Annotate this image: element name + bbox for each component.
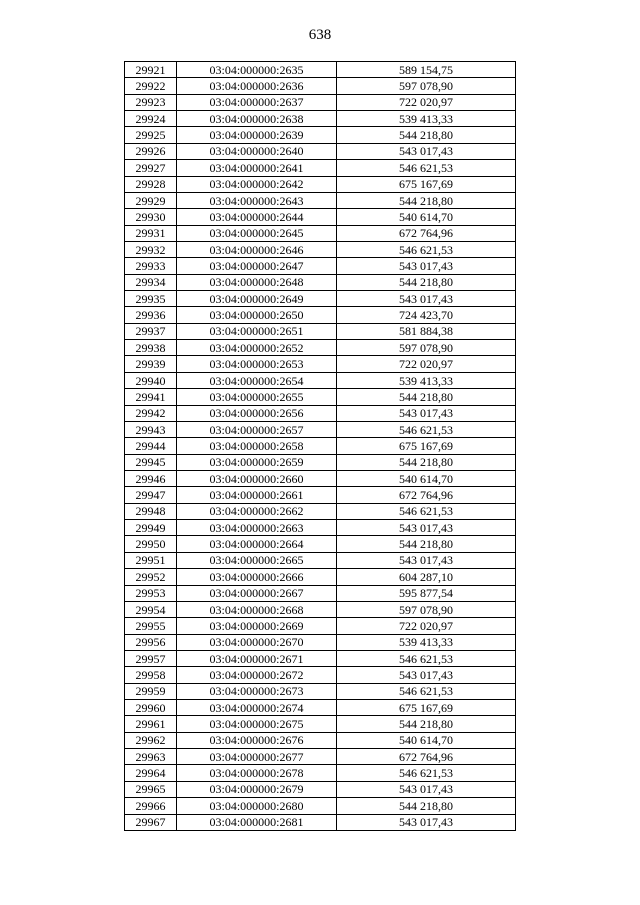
cadastral-number-cell: 03:04:000000:2660 <box>177 470 337 486</box>
table-row <box>125 78 516 94</box>
table-row <box>125 127 516 143</box>
cadastral-number-cell: 03:04:000000:2654 <box>177 372 337 388</box>
cadastral-number-cell: 03:04:000000:2664 <box>177 536 337 552</box>
table-row <box>125 716 516 732</box>
cadastral-number-cell: 03:04:000000:2673 <box>177 683 337 699</box>
table-row <box>125 421 516 437</box>
row-number-cell: 29950 <box>125 536 177 552</box>
table-row <box>125 340 516 356</box>
row-number-cell: 29954 <box>125 601 177 617</box>
value-cell: 540 614,70 <box>337 470 516 486</box>
row-number-cell: 29962 <box>125 732 177 748</box>
table-row <box>125 650 516 666</box>
cadastral-number-cell: 03:04:000000:2642 <box>177 176 337 192</box>
table-row <box>125 291 516 307</box>
cadastral-number-cell: 03:04:000000:2636 <box>177 78 337 94</box>
table-row <box>125 814 516 830</box>
value-cell: 546 621,53 <box>337 650 516 666</box>
cadastral-number-cell: 03:04:000000:2665 <box>177 552 337 568</box>
row-number-cell: 29959 <box>125 683 177 699</box>
cadastral-number-cell: 03:04:000000:2672 <box>177 667 337 683</box>
row-number-cell: 29932 <box>125 241 177 257</box>
value-cell: 675 167,69 <box>337 438 516 454</box>
cadastral-number-cell: 03:04:000000:2658 <box>177 438 337 454</box>
cadastral-number-cell: 03:04:000000:2662 <box>177 503 337 519</box>
row-number-cell: 29946 <box>125 470 177 486</box>
row-number-cell: 29958 <box>125 667 177 683</box>
value-cell: 546 621,53 <box>337 160 516 176</box>
value-cell: 544 218,80 <box>337 274 516 290</box>
cadastral-number-cell: 03:04:000000:2651 <box>177 323 337 339</box>
cadastral-number-cell: 03:04:000000:2639 <box>177 127 337 143</box>
row-number-cell: 29953 <box>125 585 177 601</box>
table-row <box>125 62 516 78</box>
cadastral-number-cell: 03:04:000000:2640 <box>177 143 337 159</box>
cadastral-number-cell: 03:04:000000:2668 <box>177 601 337 617</box>
row-number-cell: 29956 <box>125 634 177 650</box>
row-number-cell: 29935 <box>125 291 177 307</box>
row-number-cell: 29947 <box>125 487 177 503</box>
table-row <box>125 520 516 536</box>
row-number-cell: 29925 <box>125 127 177 143</box>
value-cell: 597 078,90 <box>337 601 516 617</box>
value-cell: 672 764,96 <box>337 749 516 765</box>
row-number-cell: 29923 <box>125 94 177 110</box>
cadastral-number-cell: 03:04:000000:2649 <box>177 291 337 307</box>
row-number-cell: 29940 <box>125 372 177 388</box>
table-row <box>125 111 516 127</box>
row-number-cell: 29966 <box>125 798 177 814</box>
table-row <box>125 487 516 503</box>
table-row <box>125 356 516 372</box>
cadastral-number-cell: 03:04:000000:2663 <box>177 520 337 536</box>
row-number-cell: 29936 <box>125 307 177 323</box>
table-row <box>125 274 516 290</box>
row-number-cell: 29934 <box>125 274 177 290</box>
value-cell: 595 877,54 <box>337 585 516 601</box>
row-number-cell: 29930 <box>125 209 177 225</box>
value-cell: 543 017,43 <box>337 520 516 536</box>
table-row <box>125 307 516 323</box>
cadastral-number-cell: 03:04:000000:2647 <box>177 258 337 274</box>
table-row <box>125 749 516 765</box>
value-cell: 544 218,80 <box>337 389 516 405</box>
table-row <box>125 634 516 650</box>
value-cell: 546 621,53 <box>337 241 516 257</box>
registry-table-body <box>125 62 516 831</box>
value-cell: 539 413,33 <box>337 634 516 650</box>
value-cell: 604 287,10 <box>337 569 516 585</box>
cadastral-number-cell: 03:04:000000:2659 <box>177 454 337 470</box>
table-row <box>125 683 516 699</box>
row-number-cell: 29941 <box>125 389 177 405</box>
table-row <box>125 470 516 486</box>
cadastral-number-cell: 03:04:000000:2650 <box>177 307 337 323</box>
table-row <box>125 94 516 110</box>
cadastral-number-cell: 03:04:000000:2653 <box>177 356 337 372</box>
row-number-cell: 29957 <box>125 650 177 666</box>
table-row <box>125 176 516 192</box>
cadastral-number-cell: 03:04:000000:2643 <box>177 192 337 208</box>
registry-table <box>124 61 516 831</box>
cadastral-number-cell: 03:04:000000:2655 <box>177 389 337 405</box>
value-cell: 543 017,43 <box>337 552 516 568</box>
table-row <box>125 454 516 470</box>
table-row <box>125 372 516 388</box>
table-row <box>125 781 516 797</box>
table-row <box>125 389 516 405</box>
cadastral-number-cell: 03:04:000000:2677 <box>177 749 337 765</box>
cadastral-number-cell: 03:04:000000:2645 <box>177 225 337 241</box>
table-row <box>125 798 516 814</box>
row-number-cell: 29924 <box>125 111 177 127</box>
cadastral-number-cell: 03:04:000000:2670 <box>177 634 337 650</box>
value-cell: 540 614,70 <box>337 209 516 225</box>
table-row <box>125 536 516 552</box>
value-cell: 544 218,80 <box>337 798 516 814</box>
row-number-cell: 29926 <box>125 143 177 159</box>
cadastral-number-cell: 03:04:000000:2648 <box>177 274 337 290</box>
row-number-cell: 29949 <box>125 520 177 536</box>
row-number-cell: 29921 <box>125 62 177 78</box>
value-cell: 672 764,96 <box>337 225 516 241</box>
value-cell: 539 413,33 <box>337 372 516 388</box>
table-row <box>125 618 516 634</box>
cadastral-number-cell: 03:04:000000:2681 <box>177 814 337 830</box>
row-number-cell: 29963 <box>125 749 177 765</box>
value-cell: 722 020,97 <box>337 618 516 634</box>
cadastral-number-cell: 03:04:000000:2656 <box>177 405 337 421</box>
row-number-cell: 29948 <box>125 503 177 519</box>
cadastral-number-cell: 03:04:000000:2674 <box>177 700 337 716</box>
row-number-cell: 29964 <box>125 765 177 781</box>
value-cell: 546 621,53 <box>337 421 516 437</box>
row-number-cell: 29952 <box>125 569 177 585</box>
value-cell: 543 017,43 <box>337 143 516 159</box>
value-cell: 543 017,43 <box>337 405 516 421</box>
cadastral-number-cell: 03:04:000000:2641 <box>177 160 337 176</box>
table-row <box>125 143 516 159</box>
table-row <box>125 601 516 617</box>
value-cell: 544 218,80 <box>337 192 516 208</box>
table-row <box>125 700 516 716</box>
table-row <box>125 160 516 176</box>
value-cell: 544 218,80 <box>337 127 516 143</box>
value-cell: 722 020,97 <box>337 94 516 110</box>
table-row <box>125 569 516 585</box>
cadastral-number-cell: 03:04:000000:2675 <box>177 716 337 732</box>
value-cell: 543 017,43 <box>337 291 516 307</box>
value-cell: 724 423,70 <box>337 307 516 323</box>
table-row <box>125 241 516 257</box>
value-cell: 546 621,53 <box>337 503 516 519</box>
table-row <box>125 552 516 568</box>
value-cell: 597 078,90 <box>337 340 516 356</box>
row-number-cell: 29961 <box>125 716 177 732</box>
table-row <box>125 732 516 748</box>
row-number-cell: 29944 <box>125 438 177 454</box>
cadastral-number-cell: 03:04:000000:2652 <box>177 340 337 356</box>
value-cell: 722 020,97 <box>337 356 516 372</box>
cadastral-number-cell: 03:04:000000:2635 <box>177 62 337 78</box>
row-number-cell: 29931 <box>125 225 177 241</box>
row-number-cell: 29943 <box>125 421 177 437</box>
cadastral-number-cell: 03:04:000000:2671 <box>177 650 337 666</box>
value-cell: 540 614,70 <box>337 732 516 748</box>
row-number-cell: 29938 <box>125 340 177 356</box>
value-cell: 589 154,75 <box>337 62 516 78</box>
table-row <box>125 323 516 339</box>
table-row <box>125 667 516 683</box>
row-number-cell: 29942 <box>125 405 177 421</box>
table-row <box>125 438 516 454</box>
row-number-cell: 29922 <box>125 78 177 94</box>
cadastral-number-cell: 03:04:000000:2644 <box>177 209 337 225</box>
row-number-cell: 29967 <box>125 814 177 830</box>
cadastral-number-cell: 03:04:000000:2646 <box>177 241 337 257</box>
value-cell: 546 621,53 <box>337 683 516 699</box>
row-number-cell: 29955 <box>125 618 177 634</box>
cadastral-number-cell: 03:04:000000:2657 <box>177 421 337 437</box>
table-row <box>125 192 516 208</box>
cadastral-number-cell: 03:04:000000:2680 <box>177 798 337 814</box>
row-number-cell: 29951 <box>125 552 177 568</box>
cadastral-number-cell: 03:04:000000:2666 <box>177 569 337 585</box>
value-cell: 544 218,80 <box>337 716 516 732</box>
value-cell: 544 218,80 <box>337 536 516 552</box>
value-cell: 543 017,43 <box>337 258 516 274</box>
value-cell: 544 218,80 <box>337 454 516 470</box>
value-cell: 543 017,43 <box>337 814 516 830</box>
value-cell: 539 413,33 <box>337 111 516 127</box>
row-number-cell: 29927 <box>125 160 177 176</box>
cadastral-number-cell: 03:04:000000:2679 <box>177 781 337 797</box>
page-number: 638 <box>308 27 332 43</box>
table-row <box>125 503 516 519</box>
cadastral-number-cell: 03:04:000000:2638 <box>177 111 337 127</box>
cadastral-number-cell: 03:04:000000:2669 <box>177 618 337 634</box>
row-number-cell: 29945 <box>125 454 177 470</box>
cadastral-number-cell: 03:04:000000:2667 <box>177 585 337 601</box>
row-number-cell: 29965 <box>125 781 177 797</box>
cadastral-number-cell: 03:04:000000:2678 <box>177 765 337 781</box>
table-row <box>125 209 516 225</box>
row-number-cell: 29929 <box>125 192 177 208</box>
value-cell: 675 167,69 <box>337 700 516 716</box>
value-cell: 546 621,53 <box>337 765 516 781</box>
row-number-cell: 29933 <box>125 258 177 274</box>
table-row <box>125 585 516 601</box>
cadastral-number-cell: 03:04:000000:2661 <box>177 487 337 503</box>
table-row <box>125 405 516 421</box>
value-cell: 581 884,38 <box>337 323 516 339</box>
row-number-cell: 29937 <box>125 323 177 339</box>
cadastral-number-cell: 03:04:000000:2637 <box>177 94 337 110</box>
cadastral-number-cell: 03:04:000000:2676 <box>177 732 337 748</box>
value-cell: 543 017,43 <box>337 667 516 683</box>
value-cell: 672 764,96 <box>337 487 516 503</box>
value-cell: 597 078,90 <box>337 78 516 94</box>
table-row <box>125 258 516 274</box>
value-cell: 675 167,69 <box>337 176 516 192</box>
table-row <box>125 225 516 241</box>
table-row <box>125 765 516 781</box>
row-number-cell: 29939 <box>125 356 177 372</box>
row-number-cell: 29928 <box>125 176 177 192</box>
row-number-cell: 29960 <box>125 700 177 716</box>
value-cell: 543 017,43 <box>337 781 516 797</box>
